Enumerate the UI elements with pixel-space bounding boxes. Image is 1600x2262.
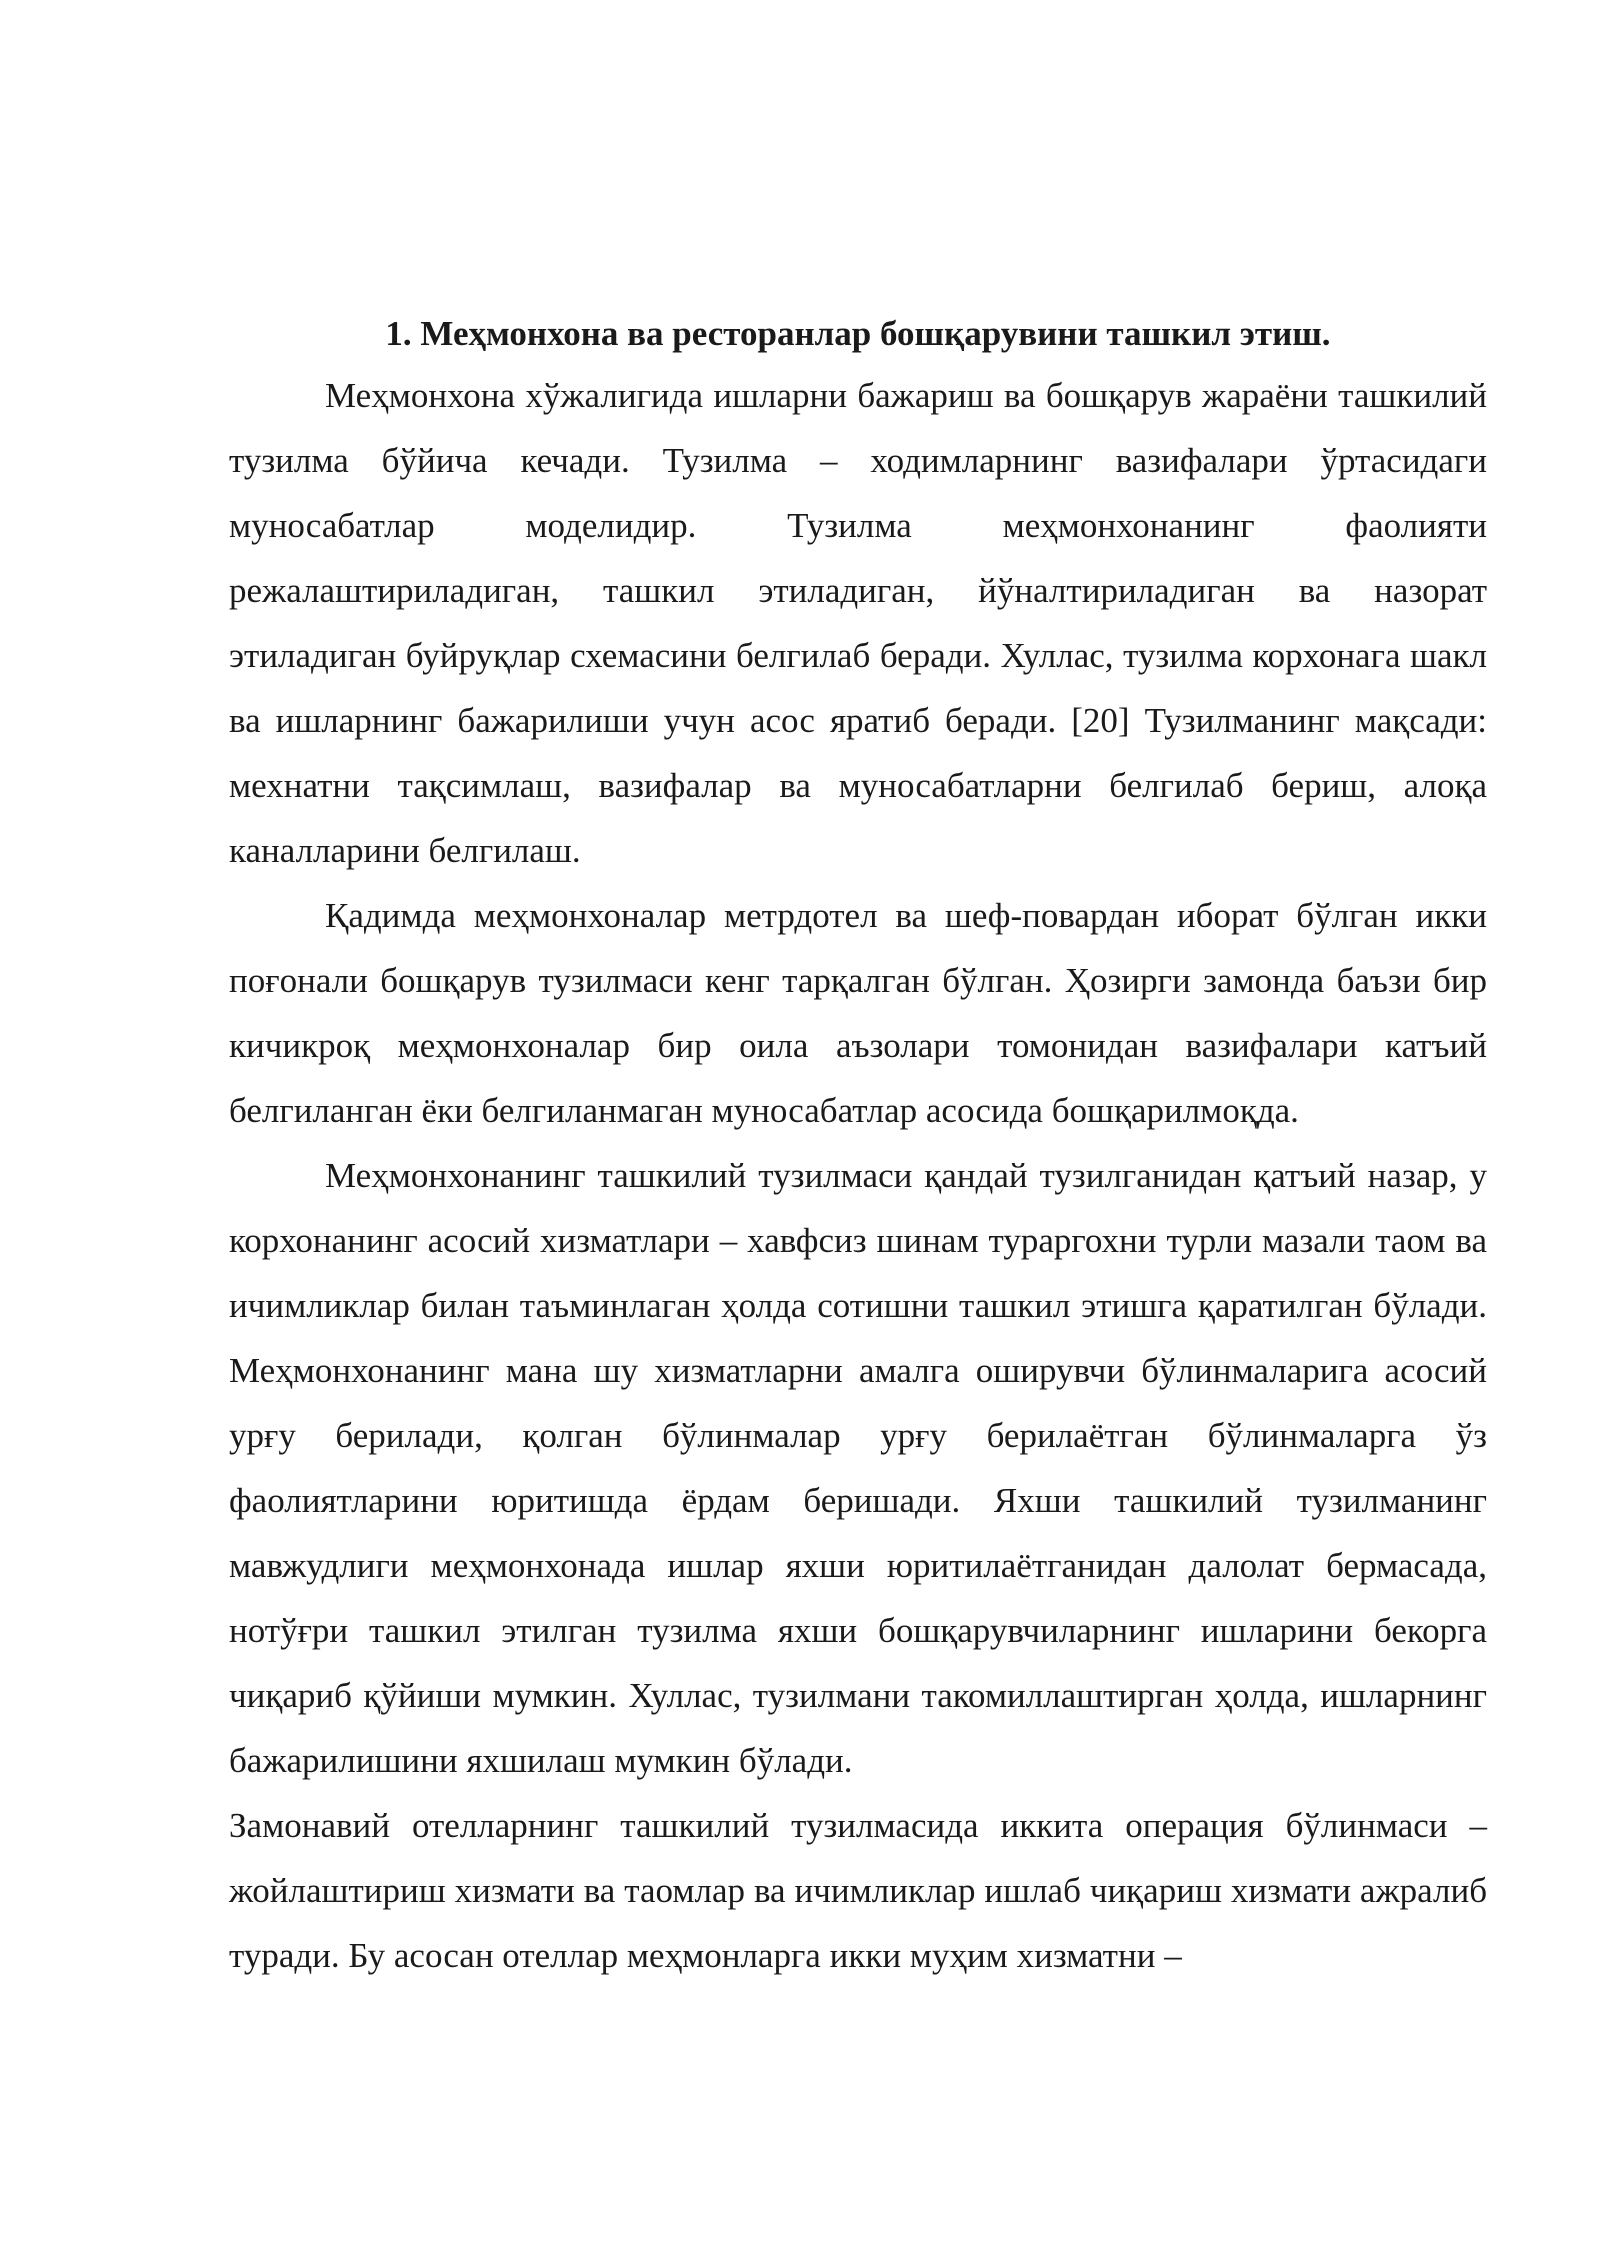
paragraph-modern-hotels: Замонавий отелларнинг ташкилий тузилмасида иккита операция бўлинмаси – жойлаштириш хизмати ва таомлар ва ичимликлар ишлаб чиқариш хизмати ажралиб туради. Бу асосан отеллар меҳмонларга икки муҳим хизматни –	[229, 1806, 1487, 1975]
document-body	[229, 312, 1487, 1988]
paragraph-history: Қадимда меҳмонхоналар метрдотел ва шеф-повардан иборат бўлган икки поғонали бошқарув тузилмаси кенг тарқалган бўлган. Ҳозирги замонда баъзи бир кичикроқ меҳмонхоналар бир оила аъзолари томонидан вазифалари катъий белгиланган ёки белгиланмаган муносабатлар асосида бошқарилмоқда.	[229, 896, 1487, 1130]
paragraph-organization: Меҳмонхонанинг ташкилий тузилмаси қандай тузилганидан қатъий назар, у корхонанинг асосий хизматлари – хавфсиз шинам тураргохни турли мазали таом ва ичимликлар билан таъминлаган ҳолда сотишни ташкил этишга қаратилган бўлади. Меҳмонхонанинг мана шу хизматларни амалга оширувчи бўлинмаларига асосий урғу берилади, қолган бўлинмалар урғу берилаётган бўлинмаларга ўз фаолиятларини юритишда ёрдам беришади. Яхши ташкилий тузилманинг мавжудлиги меҳмонхонада ишлар яхши юритилаётганидан далолат бермасада, нотўғри ташкил этилган тузилма яхши бошқарувчиларнинг ишларини бекорга чиқариб қўйиши мумкин. Хуллас, тузилмани такомиллаштирган ҳолда, ишларнинг бажарилишини яхшилаш мумкин бўлади.	[229, 1156, 1487, 1780]
paragraph-structure: Меҳмонхона хўжалигида ишларни бажариш ва бошқарув жараёни ташкилий тузилма бўйича кечади. Тузилма – ходимларнинг вазифалари ўртасидаги муносабатлар моделидир. Тузилма меҳмонхонанинг фаолияти режалаштириладиган, ташкил этиладиган, йўналтириладиган ва назорат этиладиган буйруқлар схемасини белгилаб беради. Хуллас, тузилма корхонага шакл ва ишларнинг бажарилиши учун асос яратиб беради. [20] Тузилманинг мақсади: мехнатни тақсимлаш, вазифалар ва муносабатларни белгилаб бериш, алоқа каналларини белгилаш.	[229, 376, 1487, 870]
section-heading: 1. Меҳмонхона ва ресторанлар бошқарувини ташкил этиш.	[385, 314, 1331, 353]
